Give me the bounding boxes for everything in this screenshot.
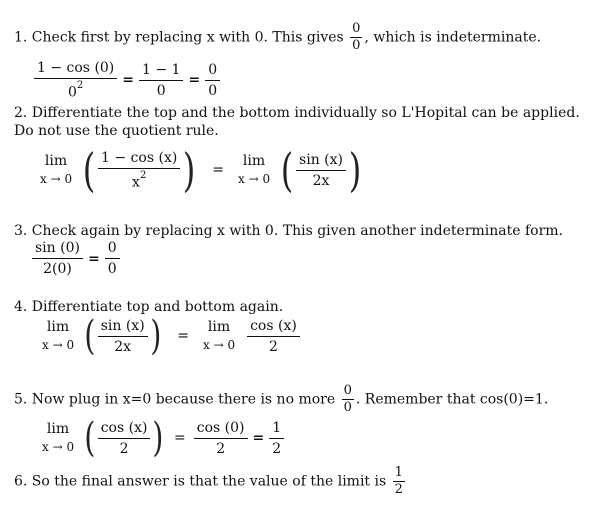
step-3-text: 3. Check again by replacing x with 0. This given another indeterminate form. — [14, 223, 564, 239]
fraction-denominator: 2(0) — [43, 261, 72, 277]
denominator-base: x — [132, 174, 140, 191]
equals-sign: = — [177, 328, 189, 344]
limit-operator — [42, 319, 74, 353]
step-1-pre: 1. Check first by replacing x with 0. This gives — [14, 29, 349, 46]
fraction — [247, 318, 300, 355]
fraction-numerator: sin (0) — [32, 240, 83, 259]
limit-subscript: x → 0 — [42, 338, 75, 352]
limit-subscript: x → 0 — [42, 440, 75, 454]
step-5-pre: 5. Now plug in x=0 because there is no more — [14, 391, 340, 408]
step-5-inline-fraction — [342, 384, 354, 415]
fraction-numerator: cos (x) — [247, 318, 300, 337]
fraction-numerator: 0 — [105, 240, 120, 259]
fraction-denominator: 2 — [269, 338, 278, 355]
left-paren: ( — [84, 313, 96, 359]
limit-subscript: x → 0 — [203, 338, 236, 352]
step-3-equation — [32, 240, 120, 277]
fraction-denominator: 2x — [114, 338, 132, 355]
exponent: 2 — [139, 170, 147, 181]
equals-sign: = — [87, 250, 100, 267]
parenthesized-fraction — [278, 143, 364, 198]
fraction-denominator: 0 — [208, 82, 218, 99]
limit-label: lim — [242, 153, 266, 170]
right-paren: ) — [183, 143, 196, 198]
step-2-text: 2. Differentiate the top and the bottom individually so L'Hopital can be applied. Do not use the quotient rule. — [14, 105, 580, 139]
step-4-equation — [42, 313, 300, 359]
limit-operator — [238, 153, 270, 187]
left-paren: ( — [280, 143, 294, 198]
left-paren: ( — [84, 415, 96, 461]
step-1-text — [14, 22, 541, 53]
fraction-numerator: 1 — [269, 420, 284, 439]
step-5-post: . Remember that cos(0)=1. — [355, 391, 549, 408]
step-6-inline-fraction — [393, 466, 405, 497]
fraction — [194, 420, 248, 457]
fraction-denominator — [65, 79, 86, 101]
fraction-denominator: 0 — [156, 82, 166, 99]
right-paren: ) — [348, 143, 362, 198]
parenthesized-fraction — [82, 415, 166, 461]
parenthesized-fraction — [82, 313, 163, 359]
step-1-inline-fraction — [350, 22, 362, 53]
parenthesized-fraction — [80, 143, 198, 198]
limit-subscript: x → 0 — [40, 172, 73, 187]
fraction-numerator: 1 − 1 — [139, 62, 183, 81]
limit-subscript: x → 0 — [238, 172, 271, 187]
step-6-pre: 6. So the final answer is that the value of the limit is — [14, 473, 391, 490]
fraction — [98, 318, 148, 355]
fraction — [32, 240, 83, 277]
step-1-post: , which is indeterminate. — [364, 29, 542, 46]
denominator-base: 0 — [67, 84, 77, 101]
fraction-denominator: 2 — [119, 440, 129, 457]
limit-label: lim — [44, 153, 68, 170]
limit-label: lim — [207, 319, 231, 335]
limit-operator — [203, 319, 235, 353]
fraction — [98, 420, 151, 457]
fraction-denominator: 2x — [312, 172, 330, 189]
fraction — [98, 150, 180, 191]
limit-operator — [42, 421, 74, 455]
fraction — [105, 240, 120, 277]
fraction-numerator: sin (x) — [296, 152, 346, 171]
fraction — [139, 62, 183, 99]
equals-sign: = — [252, 430, 265, 446]
fraction — [296, 152, 346, 189]
fraction-numerator: 1 — [394, 465, 403, 480]
limit-label: lim — [46, 319, 70, 335]
equals-sign: = — [212, 162, 224, 179]
fraction-denominator: 2 — [216, 440, 226, 457]
right-paren: ) — [152, 415, 164, 461]
step-5-equation — [42, 415, 284, 461]
fraction-denominator — [129, 169, 149, 191]
left-paren: ( — [82, 143, 96, 198]
fraction-numerator: 1 − cos (x) — [98, 150, 180, 169]
limit-label: lim — [46, 421, 70, 437]
fraction-denominator: 2 — [272, 440, 282, 457]
fraction-numerator: cos (0) — [194, 420, 248, 439]
equals-sign: = — [174, 430, 186, 446]
fraction-denominator: 0 — [352, 38, 361, 53]
limit-operator — [40, 153, 72, 187]
fraction-numerator: 1 − cos (0) — [34, 60, 117, 79]
fraction — [269, 420, 284, 457]
fraction-numerator: cos (x) — [98, 420, 151, 439]
fraction — [34, 60, 117, 101]
exponent: 2 — [76, 80, 84, 91]
equals-sign: = — [122, 72, 135, 89]
step-1-equation — [34, 60, 220, 101]
step-4-text: 4. Differentiate top and bottom again. — [14, 299, 284, 315]
fraction-denominator: 0 — [343, 400, 352, 415]
fraction — [205, 62, 220, 99]
fraction-denominator: 0 — [107, 261, 117, 277]
equals-sign: = — [188, 72, 201, 89]
fraction-numerator: 0 — [343, 383, 352, 398]
right-paren: ) — [149, 313, 161, 359]
fraction-numerator: 0 — [352, 21, 361, 36]
fraction-numerator: sin (x) — [98, 318, 148, 337]
step-2-equation — [40, 143, 364, 198]
step-5-text — [14, 384, 548, 415]
step-6-text — [14, 466, 407, 497]
fraction-denominator: 2 — [394, 482, 403, 497]
fraction-numerator: 0 — [205, 62, 220, 81]
